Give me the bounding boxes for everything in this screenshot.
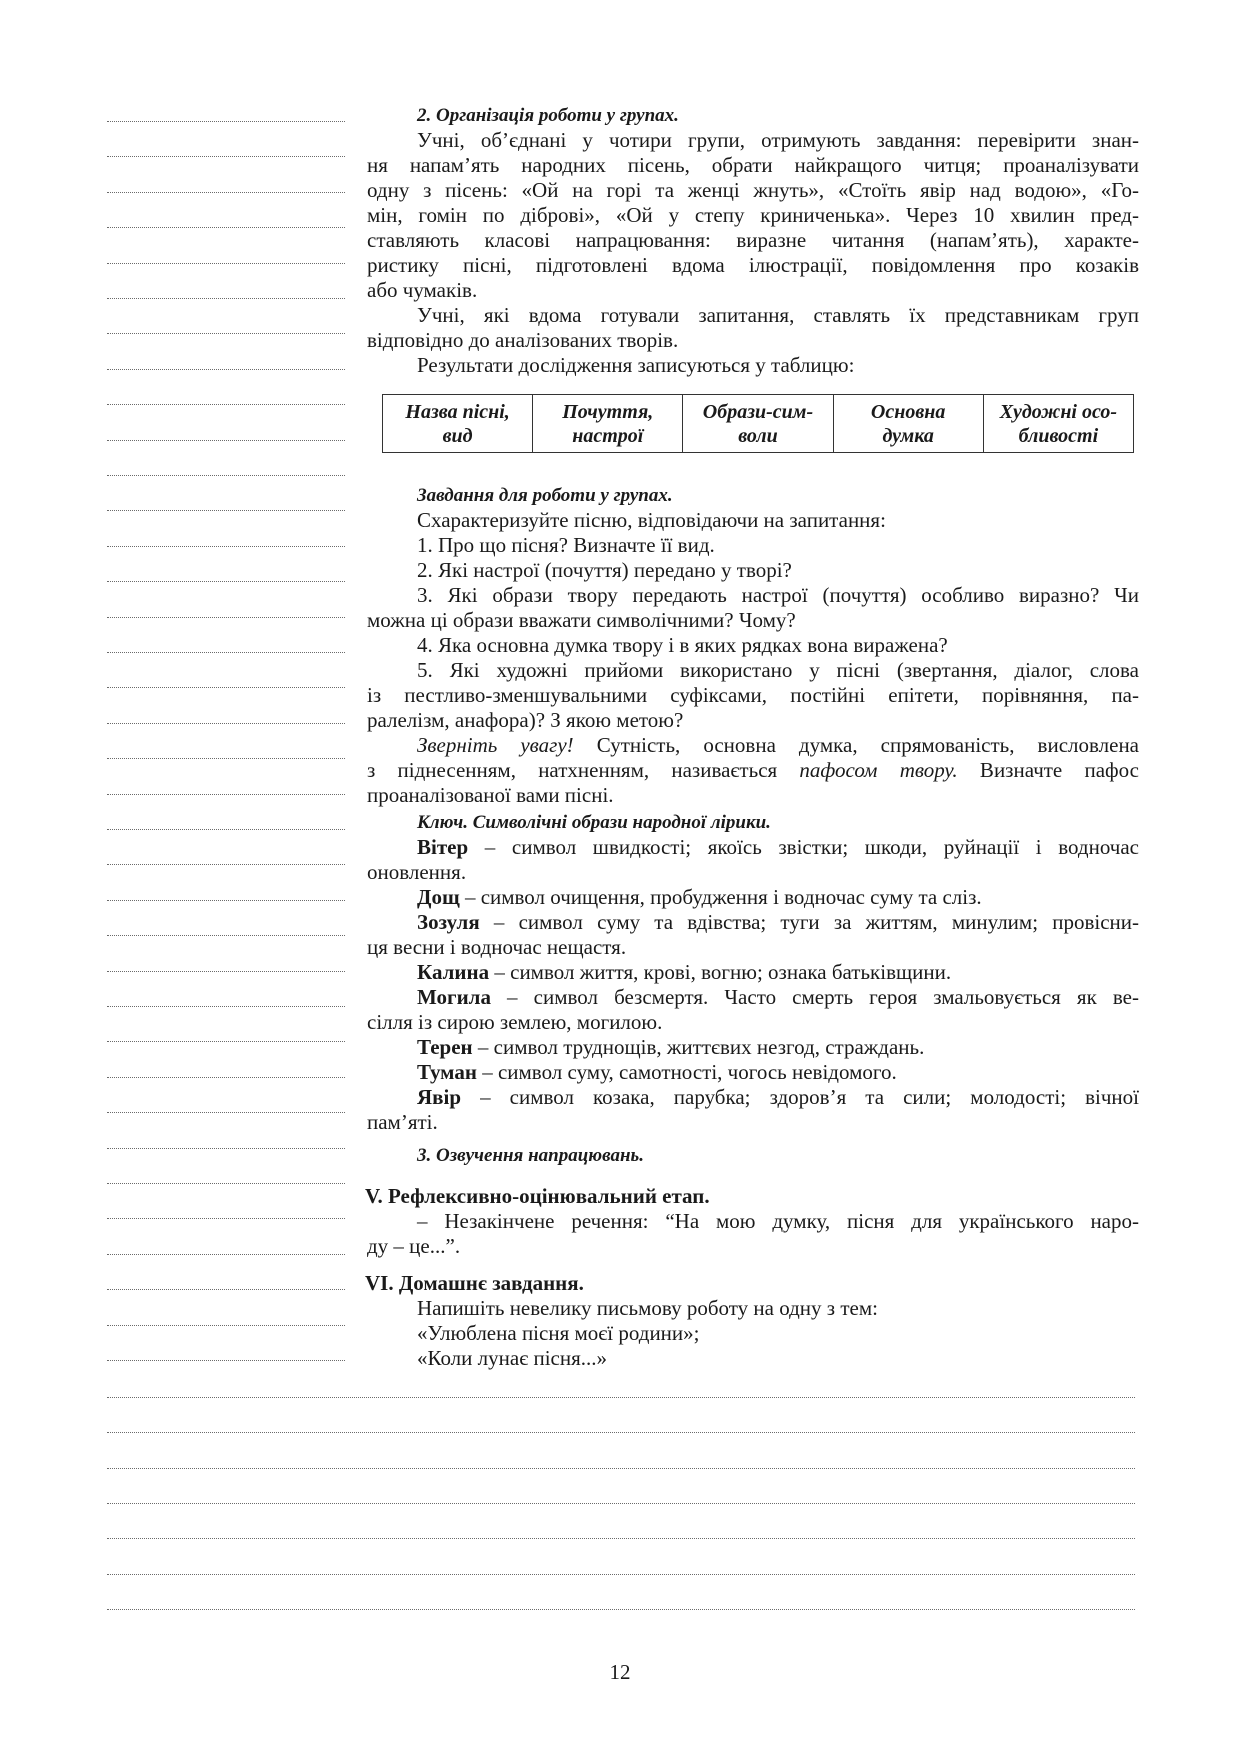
page-number: 12 <box>609 1660 631 1684</box>
question-line: 5. Які художні прийоми використано у пісні (звертання, діалог, слова <box>417 658 1139 682</box>
question-line: 1. Про що пісня? Визначте її вид. <box>417 533 715 557</box>
paragraph-line: одну з пісень: «Ой на горі та женці жнуть», «Стоїть явір над водою», «Го- <box>367 178 1139 202</box>
paragraph-line: Результати дослідження записуються у таблицю: <box>417 353 855 377</box>
table-header-cell: Художні осо- бливості <box>983 395 1133 453</box>
table-header-cell: Почуття, настрої <box>533 395 683 453</box>
margin-note-line <box>107 1218 345 1219</box>
margin-note-line <box>107 794 345 795</box>
margin-note-line <box>107 617 345 618</box>
margin-note-line <box>107 156 345 157</box>
section-heading: VI. Домашнє завдання. <box>365 1271 584 1295</box>
key-entry-line: Вітер – символ швидкості; якоїсь звістки; шкоди, руйнації і водночас <box>417 835 1139 859</box>
key-term: Зозуля <box>417 910 480 934</box>
margin-note-line <box>107 1006 345 1007</box>
paragraph-line: ристику пісні, підготовлені вдома ілюстрації, повідомлення про козаків <box>367 253 1139 277</box>
key-entry-line: Явір – символ козака, парубка; здоров’я та сили; молодості; вічної <box>417 1085 1139 1109</box>
margin-note-line <box>107 298 345 299</box>
bottom-note-line <box>107 1609 1135 1610</box>
question-line: 2. Які настрої (почуття) передано у творі? <box>417 558 792 582</box>
key-entry-line: Терен – символ труднощів, життєвих незгод, страждань. <box>417 1035 925 1059</box>
key-term: Дощ <box>417 885 460 909</box>
margin-note-line <box>107 829 345 830</box>
results-table <box>382 394 1134 453</box>
margin-note-line <box>107 404 345 405</box>
margin-note-line <box>107 1112 345 1113</box>
margin-note-line <box>107 333 345 334</box>
paragraph-line: мін, гомін по діброві», «Ой у степу криниченька». Через 10 хвилин пред- <box>367 203 1139 227</box>
margin-note-line <box>107 971 345 972</box>
margin-note-line <box>107 510 345 511</box>
margin-note-line <box>107 475 345 476</box>
margin-note-line <box>107 440 345 441</box>
paragraph-line: або чумаків. <box>367 278 478 302</box>
margin-note-line <box>107 1077 345 1078</box>
key-term: Явір <box>417 1085 462 1109</box>
key-entry-line: оновлення. <box>367 860 467 884</box>
section-heading: 3. Озвучення напрацювань. <box>417 1145 644 1166</box>
paragraph-line: Схарактеризуйте пісню, відповідаючи на запитання: <box>417 508 886 532</box>
margin-note-line <box>107 227 345 228</box>
bottom-note-line <box>107 1574 1135 1575</box>
margin-note-line <box>107 121 345 122</box>
tasks-heading: Завдання для роботи у групах. <box>417 485 673 506</box>
margin-note-line <box>107 1148 345 1149</box>
margin-note-line <box>107 864 345 865</box>
bottom-note-line <box>107 1503 1135 1504</box>
margin-note-line <box>107 1289 345 1290</box>
paragraph-line: Учні, які вдома готували запитання, ставлять їх представникам груп <box>417 303 1139 327</box>
margin-note-line <box>107 1041 345 1042</box>
key-term: Могила <box>417 985 491 1009</box>
key-entry-line: Калина – символ життя, крові, вогню; ознака батьківщини. <box>417 960 952 984</box>
margin-note-line <box>107 1183 345 1184</box>
question-line: ралелізм, анафора)? З якою метою? <box>367 708 684 732</box>
section-heading: V. Рефлексивно-оцінювальний етап. <box>365 1184 710 1208</box>
bottom-note-line <box>107 1538 1135 1539</box>
paragraph-line: ду – це...”. <box>367 1234 461 1258</box>
key-heading: Ключ. Символічні образи народної лірики. <box>417 812 771 833</box>
bottom-note-line <box>107 1468 1135 1469</box>
note-line: Зверніть увагу! Сутність, основна думка, спрямованість, висловлена <box>417 733 1140 757</box>
paragraph-line: «Коли лунає пісня...» <box>417 1346 607 1370</box>
margin-note-line <box>107 263 345 264</box>
paragraph-line: Напишіть невелику письмову роботу на одну з тем: <box>417 1296 878 1320</box>
note-label: Зверніть увагу! <box>417 733 574 757</box>
note-term: пафосом твору. <box>799 758 958 782</box>
margin-note-line <box>107 935 345 936</box>
paragraph-line: Учні, об’єднані у чотири групи, отримують завдання: перевірити знан- <box>417 128 1139 152</box>
paragraph-line: відповідно до аналізованих творів. <box>367 328 679 352</box>
margin-note-line <box>107 546 345 547</box>
note-line: проаналізованої вами пісні. <box>367 783 614 807</box>
margin-note-line <box>107 723 345 724</box>
key-entry-line: Зозуля – символ суму та вдівства; туги за життям, минулим; провісни- <box>417 910 1139 934</box>
question-line: 4. Яка основна думка твору і в яких рядках вона виражена? <box>417 633 948 657</box>
paragraph-line: – Незакінчене речення: “На мою думку, пісня для українського наро- <box>417 1209 1139 1233</box>
question-line: можна ці образи вважати символічними? Чому? <box>367 608 796 632</box>
margin-note-line <box>107 1254 345 1255</box>
bottom-note-line <box>107 1432 1135 1433</box>
question-line: із пестливо-зменшувальними суфіксами, постійні епітети, порівняння, па- <box>367 683 1139 707</box>
table-header-row <box>383 395 1134 453</box>
key-entry-line: Туман – символ суму, самотності, чогось невідомого. <box>417 1060 897 1084</box>
margin-note-line <box>107 581 345 582</box>
bottom-note-line <box>107 1397 1135 1398</box>
margin-note-line <box>107 687 345 688</box>
margin-note-line <box>107 900 345 901</box>
question-line: 3. Які образи твору передають настрої (почуття) особливо виразно? Чи <box>417 583 1139 607</box>
section-heading: 2. Організація роботи у групах. <box>417 105 679 126</box>
margin-note-line <box>107 192 345 193</box>
note-line: з піднесенням, натхненням, називається пафосом твору. Визначте пафос <box>367 758 1140 782</box>
margin-note-line <box>107 1325 345 1326</box>
key-term: Вітер <box>417 835 469 859</box>
key-term: Терен <box>417 1035 473 1059</box>
key-entry-line: Могила – символ безсмертя. Часто смерть героя змальовується як ве- <box>417 985 1139 1009</box>
key-entry-line: сілля із сирою землею, могилою. <box>367 1010 663 1034</box>
paragraph-line: ня напам’ять народних пісень, обрати найкращого читця; проаналізувати <box>367 153 1139 177</box>
margin-note-line <box>107 369 345 370</box>
paragraph-line: «Улюблена пісня моєї родини»; <box>417 1321 700 1345</box>
key-term: Туман <box>417 1060 477 1084</box>
key-entry-line: ця весни і водночас нещастя. <box>367 935 627 959</box>
paragraph-line: ставляють класові напрацювання: виразне читання (напам’ять), характе- <box>367 228 1139 252</box>
table-header-cell: Назва пісні, вид <box>383 395 533 453</box>
margin-note-line <box>107 758 345 759</box>
margin-note-line <box>107 1360 345 1361</box>
table-header-cell: Основна думка <box>833 395 983 453</box>
key-entry-line: пам’яті. <box>367 1110 438 1134</box>
margin-note-line <box>107 652 345 653</box>
table-header-cell: Образи-сим- воли <box>683 395 833 453</box>
key-term: Калина <box>417 960 490 984</box>
key-entry-line: Дощ – символ очищення, пробудження і водночас суму та сліз. <box>417 885 982 909</box>
